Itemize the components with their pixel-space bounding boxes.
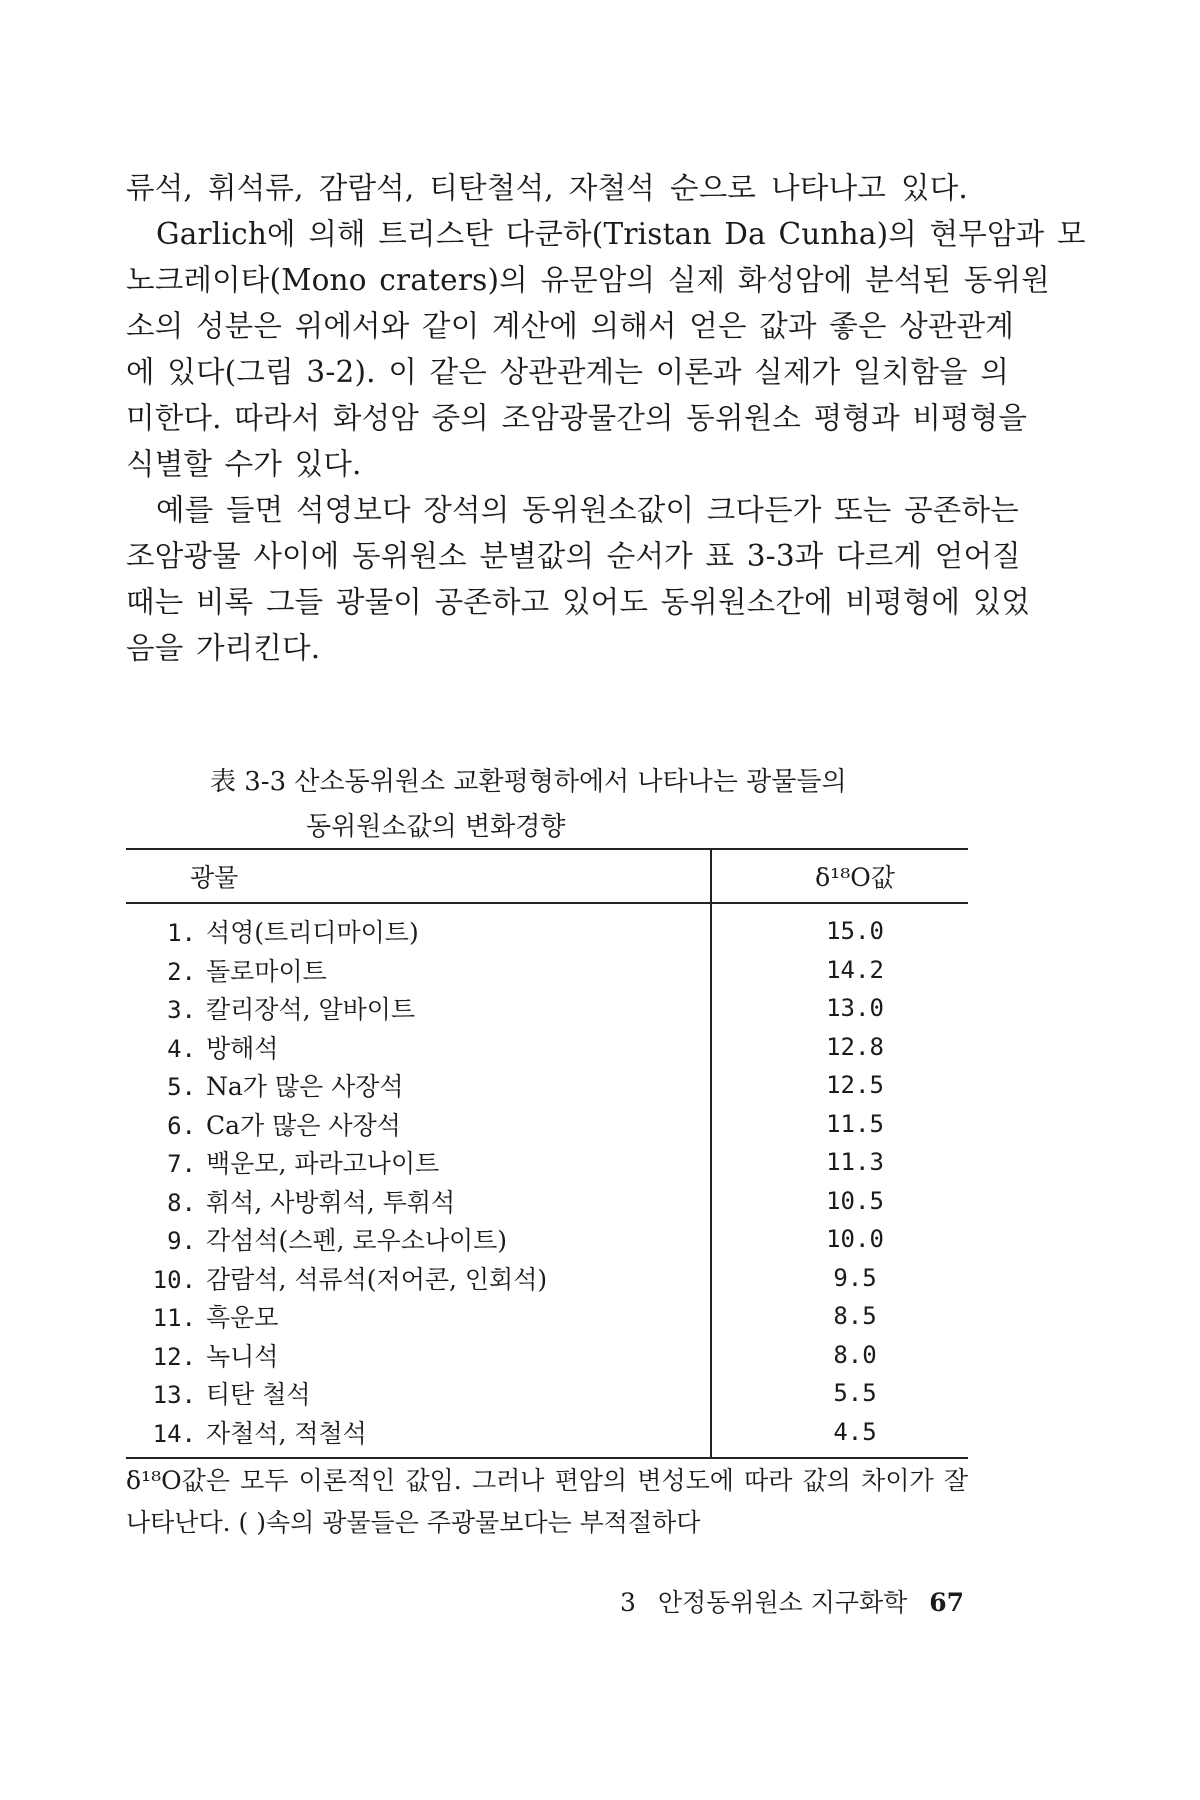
running-footer [620,1583,964,1619]
mineral-name: 녹니석 [206,1341,279,1371]
mineral-cell [126,1220,711,1259]
table-row [126,1066,968,1105]
table-header-row [126,849,968,903]
row-number: 11. [152,1304,196,1333]
table-row [126,1143,968,1182]
text-line: 에 있다(그림 3-2). 이 같은 상관관계는 이론과 실제가 일치함을 의 [126,355,1010,389]
mineral-cell [126,951,711,990]
text-line: 예를 들면 석영보다 장석의 동위원소값이 크다든가 또는 공존하는 [156,493,1019,527]
table-row [126,903,968,951]
table-caption-line-1: 表 3-3 산소동위원소 교환평형하에서 나타나는 광물들의 [210,767,847,797]
delta18o-value: 5.5 [833,1379,877,1408]
delta18o-value: 9.5 [833,1263,877,1292]
mineral-name: 칼리장석, 알바이트 [206,995,416,1025]
mineral-name: 각섬석(스펜, 로우소나이트) [206,1226,508,1256]
table-row [126,1028,968,1067]
mineral-name: Na가 많은 사장석 [206,1072,404,1102]
text-line: 미한다. 따라서 화성암 중의 조암광물간의 동위원소 평형과 비평형을 [126,401,1028,435]
mineral-cell [126,1143,711,1182]
chapter-number: 3 [620,1588,636,1617]
mineral-name: 석영(트리디마이트) [206,918,419,948]
row-number: 3. [167,996,196,1025]
mineral-cell [126,1374,711,1413]
row-number: 13. [152,1381,196,1410]
mineral-cell [126,1182,711,1221]
table-row [126,1220,968,1259]
mineral-name: 티탄 철석 [206,1380,311,1410]
table-row [126,1259,968,1298]
table-row [126,1105,968,1144]
footnote-line: δ¹⁸O값은 모두 이론적인 값임. 그러나 편암의 변성도에 따라 값의 차이가 잘 [126,1466,968,1495]
mineral-cell [126,1297,711,1336]
table-row [126,951,968,990]
table-footnote [126,1460,968,1544]
delta18o-value: 10.5 [826,1186,884,1215]
text-line: 식별할 수가 있다. [126,447,362,481]
table-row [126,1182,968,1221]
column-header-delta18o: δ¹⁸O값 [815,863,895,892]
mineral-name: 자철석, 적철석 [206,1418,367,1448]
mineral-cell [126,1105,711,1144]
delta18o-value: 8.0 [833,1340,877,1369]
delta18o-value: 13.0 [826,994,884,1023]
row-number: 9. [167,1227,196,1256]
text-line: Garlich에 의해 트리스탄 다쿤하(Tristan Da Cunha)의 현무암과 모 [156,217,1086,251]
footnote-line: 나타난다. ( )속의 광물들은 주광물보다는 부적절하다 [126,1508,701,1537]
row-number: 6. [167,1111,196,1140]
delta18o-value: 15.0 [826,917,884,946]
mineral-cell [126,1336,711,1375]
row-number: 8. [167,1188,196,1217]
row-number: 12. [152,1342,196,1371]
mineral-name: 돌로마이트 [206,956,327,986]
text-line: 노크레이타(Mono craters)의 유문암의 실제 화성암에 분석된 동위원 [126,263,1050,297]
table-row [126,1297,968,1336]
row-number: 5. [167,1073,196,1102]
column-header-mineral: 광물 [126,849,711,903]
delta18o-value: 12.8 [826,1032,884,1061]
row-number: 14. [152,1419,196,1448]
text-line: 때는 비록 그들 광물이 공존하고 있어도 동위원소간에 비평형에 있었 [126,585,1031,619]
mineral-name: Ca가 많은 사장석 [206,1110,401,1140]
table-row [126,1374,968,1413]
mineral-name: 휘석, 사방휘석, 투휘석 [206,1187,456,1217]
table-caption-line-2: 동위원소값의 변화경향 [306,812,566,842]
text-line: 소의 성분은 위에서와 같이 계산에 의해서 얻은 값과 좋은 상관관계 [126,309,1015,343]
text-line: 조암광물 사이에 동위원소 분별값의 순서가 표 3-3과 다르게 얻어질 [126,539,1021,573]
mineral-cell [126,989,711,1028]
row-number: 7. [167,1150,196,1179]
delta18o-value: 11.5 [826,1109,884,1138]
mineral-name: 흑운모 [206,1303,279,1333]
delta18o-value: 8.5 [833,1302,877,1331]
delta18o-value: 12.5 [826,1071,884,1100]
mineral-isotope-table [126,848,968,1459]
mineral-name: 방해석 [206,1033,279,1063]
chapter-title: 안정동위원소 지구화학 [657,1588,908,1617]
delta18o-value: 4.5 [711,1413,968,1459]
mineral-cell [126,1028,711,1067]
row-number: 4. [167,1034,196,1063]
mineral-cell [126,1413,711,1459]
text-line: 음을 가리킨다. [126,631,321,665]
delta18o-value: 14.2 [826,955,884,984]
table-row [126,1413,968,1459]
text-line: 류석, 휘석류, 감람석, 티탄철석, 자철석 순으로 나타나고 있다. [126,171,968,205]
table-row [126,1336,968,1375]
page-number: 67 [929,1588,965,1617]
mineral-table-container [126,848,968,1459]
row-number: 1. [167,919,196,948]
delta18o-value: 10.0 [826,1225,884,1254]
mineral-name: 감람석, 석류석(저어콘, 인회석) [206,1264,548,1294]
body-paragraphs [126,165,1086,671]
mineral-cell [126,903,711,951]
mineral-cell [126,1066,711,1105]
row-number: 2. [167,957,196,986]
mineral-name: 백운모, 파라고나이트 [206,1149,440,1179]
row-number: 10. [152,1265,196,1294]
table-row [126,989,968,1028]
table-caption [210,760,847,850]
mineral-cell [126,1259,711,1298]
delta18o-value: 11.3 [826,1148,884,1177]
